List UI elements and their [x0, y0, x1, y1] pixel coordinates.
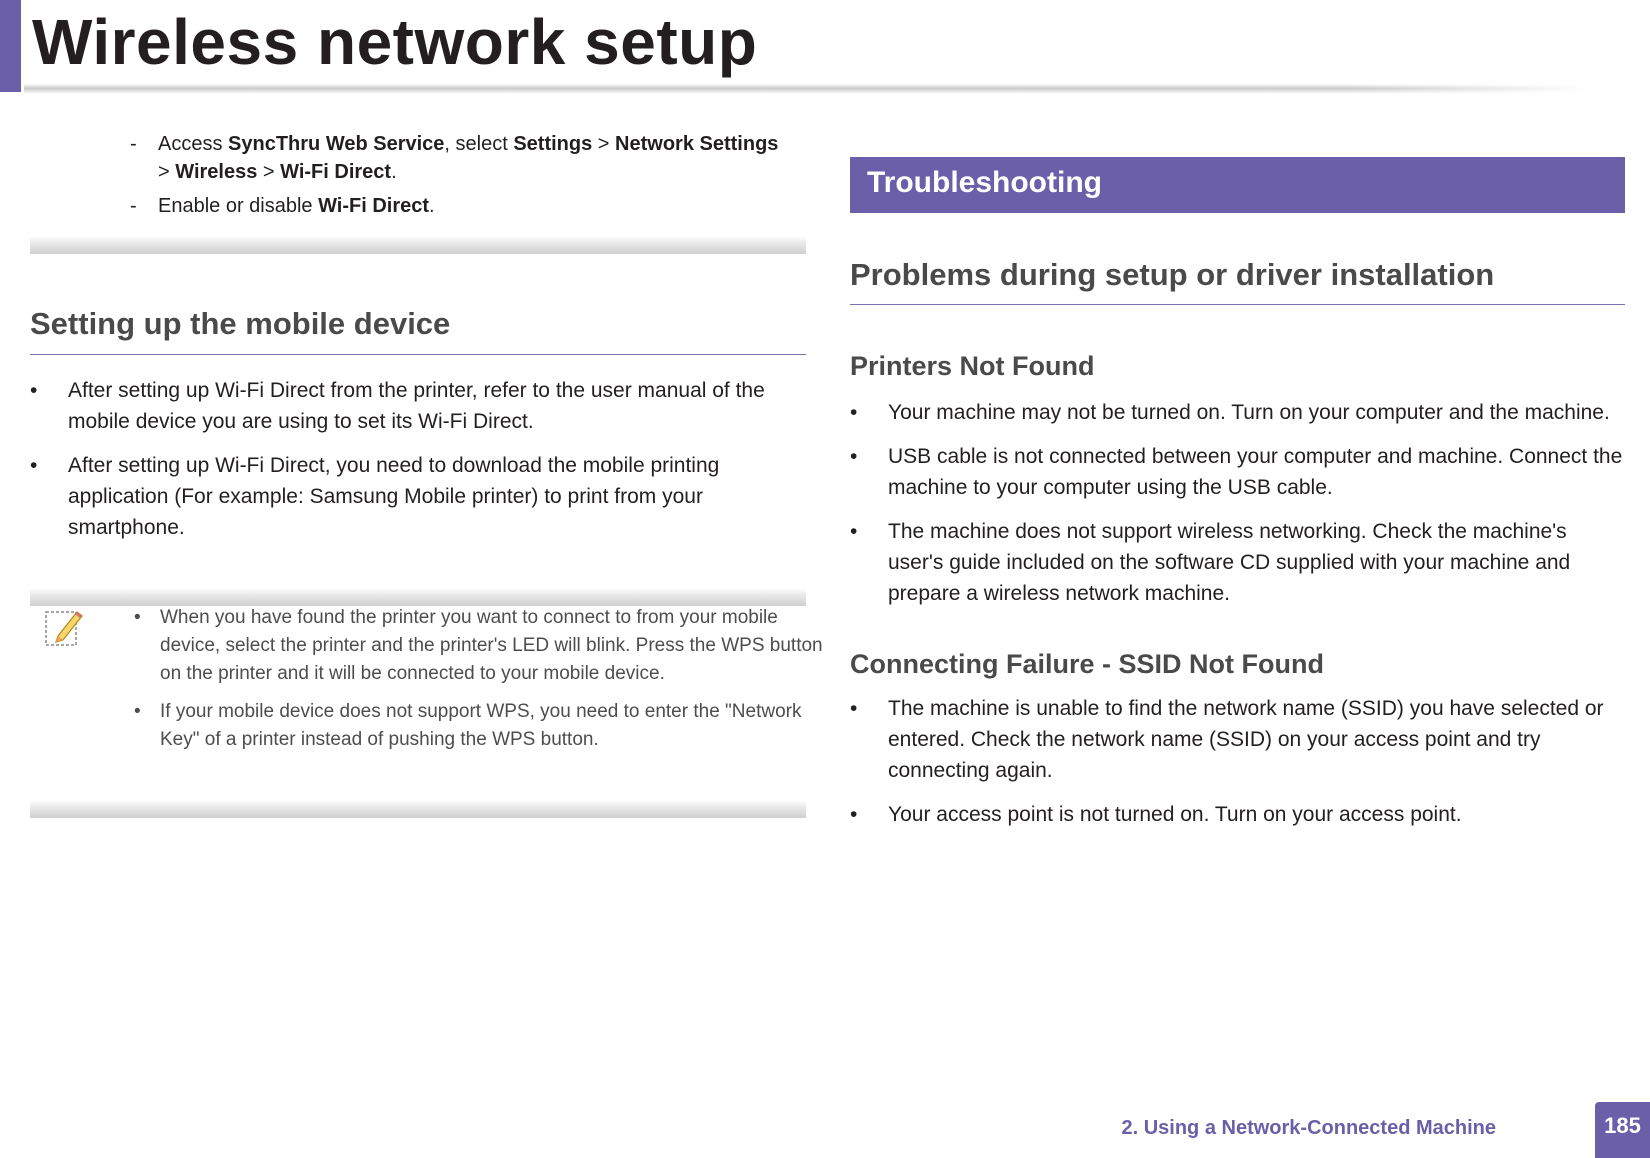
- banner-title: Troubleshooting: [867, 166, 1102, 199]
- step-text-part: .: [429, 195, 435, 217]
- list-item-text: Your machine may not be turned on. Turn on your computer and the machine.: [888, 401, 1610, 424]
- note-text: When you have found the printer you want to connect to from your mobile device, select the printer and the printer's LED will blink. Press the WPS button on the printer and it will be connected to your mobile device.: [160, 607, 823, 684]
- list-item-text: After setting up Wi-Fi Direct, you need to download the mobile printing application (For example: Samsung Mobile printer) to print from your smartphone.: [68, 454, 720, 539]
- step-text-part: Access: [158, 133, 229, 155]
- bullet-marker: •: [850, 697, 858, 720]
- step-text-part: , select: [444, 133, 514, 155]
- note-text: If your mobile device does not support WPS, you need to enter the "Network Key" of a printer instead of pushing the WPS button.: [160, 701, 802, 750]
- menu-path-wifi-direct: Wi-Fi Direct: [280, 161, 392, 183]
- bullet-marker: •: [850, 520, 858, 543]
- subsection-heading: Printers Not Found: [850, 351, 1095, 381]
- printers-not-found-list: [850, 397, 1625, 609]
- section-heading: Setting up the mobile device: [30, 306, 451, 341]
- dash-marker: -: [130, 133, 137, 155]
- heading-underline: [30, 354, 806, 355]
- menu-path-wireless: Wireless: [175, 161, 258, 183]
- list-item-text: USB cable is not connected between your computer and machine. Connect the machine to your computer using the USB cable.: [888, 445, 1623, 499]
- header-accent-bar: [0, 0, 21, 92]
- bullet-marker: •: [850, 803, 858, 826]
- step-text-part: >: [257, 161, 281, 183]
- mobile-section: [30, 304, 806, 556]
- menu-path-network-settings: Network Settings: [615, 133, 779, 155]
- menu-path-settings: Settings: [513, 133, 593, 155]
- heading-underline: [850, 304, 1625, 305]
- page-number: 185: [1595, 1102, 1650, 1158]
- menu-path-wifi-direct: Wi-Fi Direct: [318, 195, 430, 217]
- step-text-part: Enable or disable: [158, 195, 319, 217]
- section-separator: [30, 236, 806, 254]
- bullet-marker: •: [850, 445, 858, 468]
- list-item: [850, 693, 1625, 786]
- subsection-heading: Connecting Failure - SSID Not Found: [850, 649, 1324, 679]
- bullet-marker: •: [30, 379, 38, 402]
- ssid-not-found-list: [850, 693, 1625, 830]
- footer-chapter: 2. Using a Network-Connected Machine: [1121, 1117, 1496, 1139]
- list-item: [850, 516, 1625, 609]
- page-title: Wireless network setup: [32, 6, 758, 78]
- list-item: [30, 375, 806, 437]
- list-item-text: The machine is unable to find the network name (SSID) you have selected or entered. Check the network name (SSID) on your access point and try connecting again.: [888, 697, 1604, 782]
- step-text: [158, 133, 778, 183]
- step-item: [118, 130, 808, 186]
- bullet-marker: •: [30, 454, 38, 477]
- list-item: [850, 799, 1625, 830]
- note-list: [130, 604, 835, 764]
- mobile-bullet-list: [30, 375, 806, 543]
- wifi-direct-steps: [118, 130, 808, 226]
- list-item-text: The machine does not support wireless networking. Check the machine's user's guide included on the software CD supplied with your machine and prepare a wireless network machine.: [888, 520, 1571, 605]
- bullet-marker: •: [134, 607, 141, 628]
- note-item: [130, 698, 835, 754]
- step-text-part: >: [592, 133, 616, 155]
- bullet-marker: •: [134, 701, 141, 722]
- note-pencil-icon: [44, 606, 84, 648]
- bullet-marker: •: [850, 401, 858, 424]
- list-item: [850, 397, 1625, 428]
- note-bottom-bar: [30, 800, 806, 818]
- dash-marker: -: [130, 195, 137, 217]
- step-text-part: >: [158, 161, 176, 183]
- list-item-text: After setting up Wi-Fi Direct from the printer, refer to the user manual of the mobile device you are using to set its Wi-Fi Direct.: [68, 379, 765, 433]
- list-item: [30, 450, 806, 543]
- step-text-part: .: [391, 161, 397, 183]
- title-divider: [24, 84, 1589, 94]
- menu-path-syncthru: SyncThru Web Service: [228, 133, 445, 155]
- list-item: [850, 441, 1625, 503]
- note-item: [130, 604, 835, 688]
- list-item-text: Your access point is not turned on. Turn on your access point.: [888, 803, 1462, 826]
- step-item: [118, 192, 808, 220]
- troubleshooting-banner: [850, 157, 1625, 213]
- troubleshooting-section: [850, 255, 1625, 843]
- section-heading: Problems during setup or driver installation: [850, 257, 1495, 292]
- step-text: [158, 195, 435, 217]
